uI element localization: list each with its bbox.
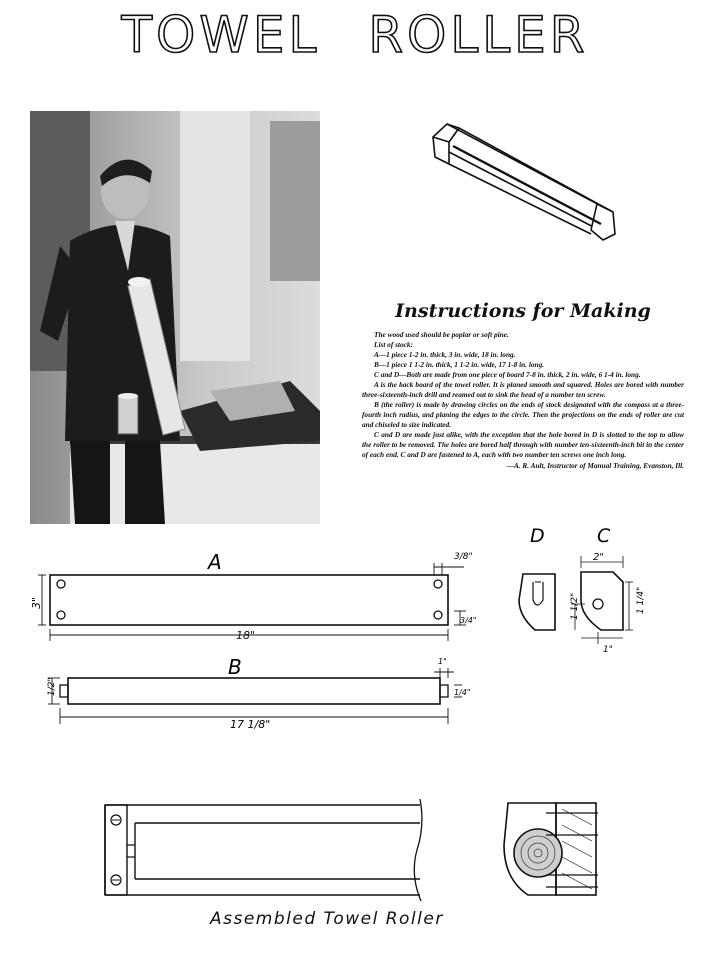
instructions-line-wood: The wood used should be poplar or soft pine. (374, 330, 509, 339)
isometric-roller-sketch (425, 112, 625, 252)
dim-c-bottom: 1" (603, 645, 613, 655)
assembled-end-section (498, 795, 608, 905)
drawing-b-label: B (228, 655, 242, 679)
roller-b-outline (68, 678, 440, 704)
drawing-c-label: C (597, 525, 611, 547)
instructions-line-cd: C and D—Both are made from one piece of board 7-8 in. thick, 2 in. wide, 6 1-4 in. long. (374, 370, 641, 379)
break-line (414, 799, 422, 901)
assembled-caption: Assembled Towel Roller (210, 909, 444, 929)
photo-boy-with-towel-roller (30, 111, 320, 524)
dim-b-width: 1/2" (47, 677, 57, 696)
roller-peg-right (440, 685, 448, 697)
instructions-block (362, 300, 684, 471)
drawing-b-roller (30, 652, 480, 732)
title-word-towel: TOWEL (121, 6, 321, 64)
instructions-heading: Instructions for Making (395, 300, 651, 322)
screw-hole-icon (57, 580, 65, 588)
instructions-para-b: B (the roller) is made by drawing circles on the ends of stock designated with the compass at a three-fourth inch radius, and planing the edges to the circle. Then the projections on the ends of roller are cut and chiseled to size indicated. (362, 400, 684, 429)
drawing-d-label: D (530, 525, 545, 547)
title-word-roller: ROLLER (368, 6, 589, 64)
screw-hole-icon (434, 611, 442, 619)
roller-peg-left (60, 685, 68, 697)
bracket-d-slot (533, 582, 543, 605)
dim-b-end: 1" (438, 657, 447, 666)
dim-b-peg: 1/4" (454, 688, 471, 697)
dim-b-length: 17 1/8" (230, 718, 271, 731)
dim-c-height: 1 1/2" (570, 592, 580, 620)
screw-hole-icon (57, 611, 65, 619)
page-title (0, 6, 710, 64)
dim-a-length: 18" (236, 629, 256, 642)
bracket-c-hole (593, 599, 603, 609)
drawing-a-back-board (30, 545, 480, 645)
instructions-para-a: A is the back board of the towel roller. It is planed smooth and squared. Holes are bored with number three-sixteenth-inch drill and reamed out to sink the head of a number ten screw. (362, 380, 684, 399)
instructions-para-cd: C and D are made just alike, with the exception that the hole bored in D is slotted to the top to allow the roller to be removed. The holes are bored half through with number ten-sixteenth-inch bit in the center of each end. C and D are fastened to A, each with two number ten screws one inch long. (362, 430, 684, 459)
assembled-front-view (95, 795, 435, 905)
dim-a-offset: 3/4" (460, 616, 477, 625)
instructions-line-a: A—1 piece 1-2 in. thick, 3 in. wide, 18 in. long. (374, 350, 516, 359)
drawing-a-label: A (208, 550, 222, 574)
dim-c-width: 2" (593, 552, 604, 563)
instructions-line-b: B—1 piece 1 1-2 in. thick, 1 1-2 in. wide, 17 1-8 in. long. (374, 360, 545, 369)
board-a-outline (50, 575, 448, 625)
drawing-c-d-brackets (505, 520, 685, 660)
instructions-line-stock: List of stock: (374, 340, 413, 349)
dim-a-width: 3" (30, 596, 43, 609)
instructions-signature: —A. R. Ault, Instructor of Manual Training, Evanston, Ill. (506, 461, 684, 470)
dim-a-hole: 3/8" (454, 552, 473, 562)
photo-illustration (30, 111, 320, 524)
screw-hole-icon (434, 580, 442, 588)
dim-c-side: 1 1/4" (636, 586, 646, 614)
end-bracket-view (105, 805, 127, 895)
